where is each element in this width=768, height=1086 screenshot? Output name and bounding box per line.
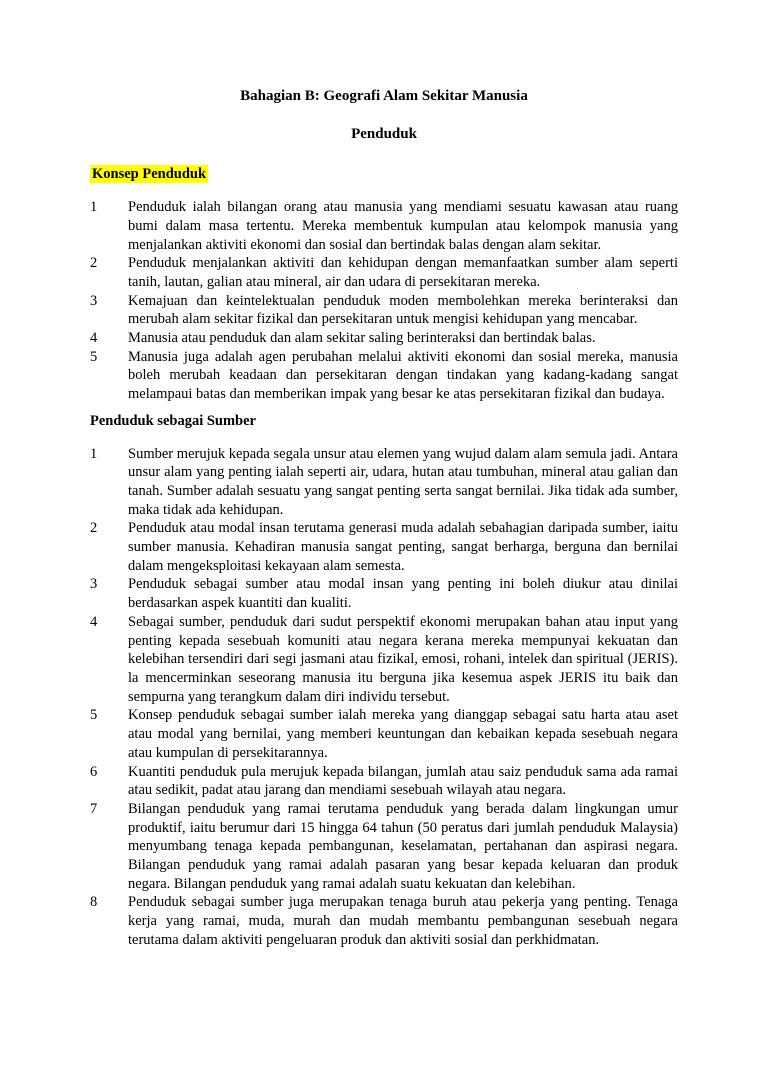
item-number: 4 [90, 330, 98, 347]
item-number: 8 [90, 894, 98, 911]
list-item [90, 800, 678, 894]
item-text: Sumber merujuk kepada segala unsur atau elemen yang wujud dalam alam semula jadi. Antara unsur alam yang penting ialah seperti air, udara, hutan atau tumbuhan, mineral atau galian dan tanah. Sumber adalah sesuatu yang sangat penting serta sangat bernilai. Jika tidak ada sumber, maka tidak ada kehidupan. [128, 445, 678, 518]
item-text: Penduduk sebagai sumber juga merupakan tenaga buruh atau pekerja yang penting. Tenaga kerja yang ramai, muda, murah dan mudah membantu pembangunan sesebuah negara terutama dalam aktiviti pengeluaran produk dan aktiviti sosial dan perkhidmatan. [128, 894, 678, 948]
list-item [90, 198, 678, 254]
item-text: Penduduk ialah bilangan orang atau manusia yang mendiami sesuatu kawasan atau ruang bumi dalam masa tertentu. Mereka membentuk kumpulan atau kelompok manusia yang menjalankan aktiviti ekonomi dan sosial dan bertindak balas dengan alam sekitar. [128, 199, 678, 253]
item-text: Kuantiti penduduk pula merujuk kepada bilangan, jumlah atau saiz penduduk sama ada ramai atau sedikit, padat atau jarang dan mendiami sesebuah wilayah atau negara. [128, 763, 678, 799]
list-item [90, 445, 678, 520]
list-item [90, 254, 678, 291]
item-text: Penduduk sebagai sumber atau modal insan yang penting ini boleh diukur atau dinilai berdasarkan aspek kuantiti dan kualiti. [128, 576, 678, 612]
item-number: 3 [90, 292, 98, 309]
document-title: Bahagian B: Geografi Alam Sekitar Manusia [240, 88, 528, 104]
item-text: Penduduk menjalankan aktiviti dan kehidupan dengan memanfaatkan sumber alam seperti tanih, lautan, galian atau mineral, air dan udara di persekitaran mereka. [128, 255, 678, 290]
item-number: 2 [90, 255, 98, 272]
item-number: 5 [90, 707, 98, 724]
section-2 [90, 412, 678, 950]
list-item [90, 706, 678, 762]
item-text: Manusia atau penduduk dan alam sekitar saling berinteraksi dan bertindak balas. [128, 330, 596, 347]
item-number: 6 [90, 763, 98, 780]
item-text: Konsep penduduk sebagai sumber ialah mereka yang dianggap sebagai satu harta atau aset atau modal yang bernilai, yang memberi keuntungan dan kebaikan kepada sesebuah negara atau kumpulan di persekitarannya. [128, 707, 678, 761]
section-1 [90, 165, 678, 403]
section-heading [90, 165, 678, 184]
list-item [90, 519, 678, 575]
item-text: Bilangan penduduk yang ramai terutama penduduk yang berada dalam lingkungan umur produktif, iaitu berumur dari 15 hingga 64 tahun (50 peratus dari jumlah penduduk Malaysia) menyumbang tenaga kepada pembangunan, keselamatan, pertahanan dan aspirasi negara. Bilangan penduduk yang ramai adalah pasaran yang besar kepada keluaran dan produk negara. Bilangan penduduk yang ramai adalah suatu kekuatan dan kelebihan. [128, 800, 678, 892]
list-item [90, 763, 678, 800]
item-text: Sebagai sumber, penduduk dari sudut perspektif ekonomi merupakan bahan atau input yang penting kepada sesebuah komuniti atau negara kerana mereka mempunyai kekuatan dan kelebihan tersendiri dari segi jasmani atau fizikal, emosi, rohani, intelek dan spiritual (JERIS). la mencerminkan seseorang manusia itu berguna jika kesemua aspek JERIS itu baik dan sempurna yang terangkum dalam diri individu tersebut. [128, 613, 678, 705]
numbered-list [90, 445, 678, 950]
list-item [90, 893, 678, 949]
list-item [90, 613, 678, 707]
document-body [90, 165, 678, 949]
list-item [90, 575, 678, 612]
item-number: 4 [90, 613, 98, 630]
list-item [90, 329, 678, 348]
document-subtitle: Penduduk [351, 125, 417, 142]
section-heading-text: Konsep Penduduk [92, 166, 207, 183]
list-item [90, 292, 678, 329]
item-text: Penduduk atau modal insan terutama generasi muda adalah sebahagian daripada sumber, iaitu sumber manusia. Kehadiran manusia sangat penting, sangat berharga, berguna dan bernilai dalam mengeksploitasi kekayaan alam semesta. [128, 520, 678, 574]
numbered-list [90, 198, 678, 404]
list-item [90, 348, 678, 404]
item-text: Manusia juga adalah agen perubahan melalui aktiviti ekonomi dan sosial mereka, manusia boleh merubah keadaan dan persekitaran dengan tindakan yang kadang-kadang sangat melampaui batas dan memberikan impak yang besar ke atas persekitaran fizikal dan budaya. [128, 348, 678, 403]
section-heading [90, 412, 678, 431]
item-number: 1 [90, 199, 98, 216]
item-number: 3 [90, 576, 98, 593]
item-number: 7 [90, 800, 98, 817]
item-number: 2 [90, 520, 98, 537]
item-text: Kemajuan dan keintelektualan penduduk moden membolehkan mereka berinteraksi dan merubah alam sekitar fizikal dan persekitaran untuk mengisi kehidupan yang mencabar. [128, 292, 678, 328]
item-number: 5 [90, 348, 98, 365]
item-number: 1 [90, 445, 98, 462]
section-heading-text: Penduduk sebagai Sumber [90, 412, 256, 429]
